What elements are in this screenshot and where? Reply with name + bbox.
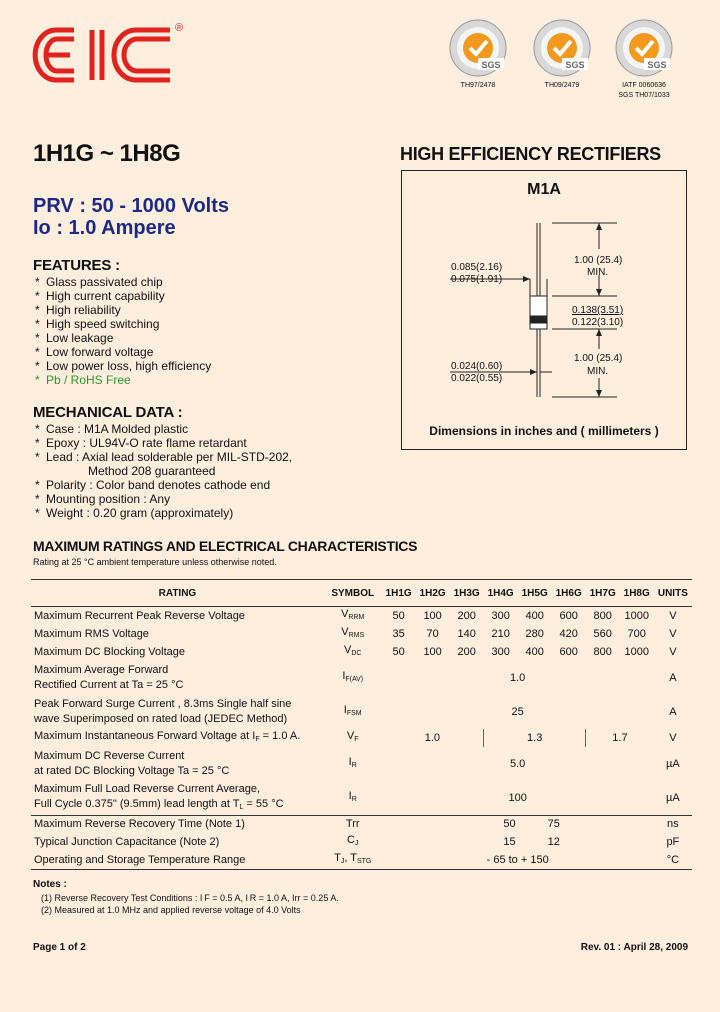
cell: 200 xyxy=(457,645,476,658)
col-part: 1H8G xyxy=(620,580,654,607)
col-part: 1H1G xyxy=(382,580,416,607)
list-item: * Epoxy : UL94V-O rate flame retardant xyxy=(33,436,292,450)
cert-id: SGS TH07/1033 xyxy=(618,92,670,99)
table-row xyxy=(31,729,692,747)
sgs-label: SGS xyxy=(647,60,667,70)
row-desc: Operating and Storage Temperature Range xyxy=(31,851,324,870)
cell: 1.3 xyxy=(484,729,586,747)
certification-badge-3 xyxy=(609,18,679,100)
cell: 75 xyxy=(547,818,560,830)
row-desc: Maximum Reverse Recovery Time (Note 1) xyxy=(34,818,245,830)
cell: 800 xyxy=(593,645,612,658)
prv-rating: PRV : 50 - 1000 Volts xyxy=(33,195,230,217)
row-symbol: $C_J$ xyxy=(347,834,359,847)
col-part: 1H3G xyxy=(450,580,484,607)
cell: 420 xyxy=(559,627,578,640)
revision-date: Rev. 01 : April 28, 2009 xyxy=(580,942,688,953)
ratings-table xyxy=(31,579,692,870)
cell: 50 xyxy=(392,645,405,658)
cell: 100 xyxy=(423,609,442,622)
row-symbol: $V_{RRM}$ xyxy=(341,608,365,621)
dim-lead-length-top: 1.00 (25.4) xyxy=(574,255,623,266)
list-item: * High reliability xyxy=(33,303,211,317)
row-symbol: $V_F$ xyxy=(346,730,359,743)
row-symbol: $I_{FSM}$ xyxy=(343,704,362,717)
unit: A xyxy=(669,705,677,718)
list-item: * Low power loss, high efficiency xyxy=(33,359,211,373)
io-rating: Io : 1.0 Ampere xyxy=(33,217,176,239)
notes xyxy=(33,879,339,917)
cell: 50 xyxy=(503,818,516,830)
cell: 1.7 xyxy=(586,729,654,747)
row-desc: Maximum Instantaneous Forward Voltage at $I_F = 1.0$ A. xyxy=(34,730,301,743)
diode-outline-drawing xyxy=(402,171,688,421)
features-heading: FEATURES : xyxy=(33,257,120,274)
col-part: 1H5G xyxy=(518,580,552,607)
sgs-seal-icon xyxy=(448,18,508,80)
cert-id: TH09/2479 xyxy=(544,82,580,89)
col-part: 1H2G xyxy=(416,580,450,607)
dim-lead-length-top-min: MIN. xyxy=(587,267,609,278)
list-item: * High current capability xyxy=(33,289,211,303)
unit: °C xyxy=(654,851,692,870)
table-row xyxy=(31,851,692,870)
row-symbol: Trr xyxy=(345,818,360,830)
row-desc: Typical Junction Capacitance (Note 2) xyxy=(34,835,220,848)
max-ratings-title: MAXIMUM RATINGS AND ELECTRICAL CHARACTERISTICS xyxy=(33,538,418,554)
note-item: (1) Reverse Recovery Test Conditions : I F = 0.5 A, I R = 1.0 A, Irr = 0.25 A. xyxy=(41,892,339,903)
cell: 280 xyxy=(525,627,544,640)
unit: pF xyxy=(666,835,680,848)
table-row xyxy=(31,833,692,851)
product-title: HIGH EFFICIENCY RECTIFIERS xyxy=(400,144,661,164)
dimensions-caption: Dimensions in inches and ( millimeters ) xyxy=(429,424,659,438)
dim-body-diameter-min: 0.075(1.91) xyxy=(451,274,503,285)
cell: 200 xyxy=(457,609,476,622)
row-desc: Maximum Recurrent Peak Reverse Voltage xyxy=(34,609,245,622)
cell: 560 xyxy=(593,627,612,640)
table-row xyxy=(31,695,692,729)
cell: 300 xyxy=(491,609,510,622)
list-item: * Weight : 0.20 gram (approximately) xyxy=(33,506,292,520)
cell: 300 xyxy=(491,645,510,658)
col-rating: RATING xyxy=(31,580,324,607)
col-part: 1H6G xyxy=(552,580,586,607)
registered-mark: ® xyxy=(175,22,184,34)
unit: V xyxy=(669,731,677,744)
row-desc: Maximum Full Load Reverse Current Average, Full Cycle 0.375" (9.5mm) lead length at $T_L = 55$ °C xyxy=(34,782,284,811)
cell: 1000 xyxy=(624,645,649,658)
table-row xyxy=(31,781,692,816)
cell: 100 xyxy=(423,645,442,658)
cell: 600 xyxy=(559,609,578,622)
part-number-title: 1H1G ~ 1H8G xyxy=(33,140,181,167)
certification-badge-2 xyxy=(527,18,597,90)
cert-id: IATF 0060636 xyxy=(622,82,666,89)
unit: µA xyxy=(666,757,680,770)
cell: 35 xyxy=(392,627,405,640)
cell: 25 xyxy=(511,705,524,718)
cell: 400 xyxy=(525,645,544,658)
unit: ns xyxy=(667,818,679,830)
cell: 1.0 xyxy=(424,731,441,744)
dim-lead-diameter-max: 0.024(0.60) xyxy=(451,361,503,372)
notes-heading: Notes : xyxy=(33,879,67,890)
dim-body-length-max: 0.138(3.51) xyxy=(572,305,624,316)
sgs-seal-icon xyxy=(532,18,592,80)
package-outline-box xyxy=(401,170,687,450)
cell: 700 xyxy=(627,627,646,640)
page-number: Page 1 of 2 xyxy=(33,942,86,953)
mechanical-list xyxy=(33,422,292,520)
cell: 1.0 xyxy=(510,671,526,684)
list-item: * Glass passivated chip xyxy=(33,275,211,289)
cell: 600 xyxy=(559,645,578,658)
table-row xyxy=(31,816,692,834)
unit: A xyxy=(669,671,677,684)
list-item: * High speed switching xyxy=(33,317,211,331)
cell: 70 xyxy=(426,627,439,640)
row-desc: Peak Forward Surge Current , 8.3ms Single half sine wave Superimposed on rated load (JEDEC Method) xyxy=(34,698,292,725)
dim-lead-length-bottom-min: MIN. xyxy=(587,366,609,377)
col-symbol: SYMBOL xyxy=(324,580,382,607)
unit: V xyxy=(669,645,677,658)
cert-id: TH97/2478 xyxy=(460,82,496,89)
col-part: 1H4G xyxy=(484,580,518,607)
table-header-row xyxy=(31,580,692,607)
cell: 5.0 xyxy=(510,757,526,770)
table-row xyxy=(31,747,692,781)
dim-lead-diameter-min: 0.022(0.55) xyxy=(451,373,503,384)
table-row xyxy=(31,661,692,695)
eic-logo xyxy=(32,22,182,88)
cell: 100 xyxy=(508,791,527,804)
table-row xyxy=(31,643,692,661)
cell: 400 xyxy=(525,609,544,622)
row-symbol: $I_R$ xyxy=(348,756,357,769)
rohs-item: * Pb / RoHS Free xyxy=(33,373,211,387)
cell: 12 xyxy=(547,835,560,848)
package-name: M1A xyxy=(527,181,561,198)
cell: 140 xyxy=(457,627,476,640)
row-desc: Maximum Average Forward Rectified Current at Ta = 25 °C xyxy=(34,664,184,691)
dim-lead-length-bottom: 1.00 (25.4) xyxy=(574,353,623,364)
sgs-seal-icon xyxy=(614,18,674,80)
table-row xyxy=(31,607,692,626)
list-item: * Polarity : Color band denotes cathode end xyxy=(33,478,292,492)
dim-body-diameter-max: 0.085(2.16) xyxy=(451,262,503,273)
note-item: (2) Measured at 1.0 MHz and applied reverse voltage of 4.0 Volts xyxy=(41,905,301,915)
row-symbol: $T_J$, $T_{STG}$ xyxy=(324,851,382,870)
row-desc: Maximum DC Reverse Current at rated DC Blocking Voltage Ta = 25 °C xyxy=(34,750,230,777)
row-symbol: $V_{DC}$ xyxy=(343,644,362,657)
list-item: * Case : M1A Molded plastic xyxy=(33,422,292,436)
mechanical-heading: MECHANICAL DATA : xyxy=(33,404,183,421)
list-item: * Low leakage xyxy=(33,331,211,345)
cell: 15 xyxy=(503,835,516,848)
dim-body-length-min: 0.122(3.10) xyxy=(572,317,624,328)
cell: 50 xyxy=(392,609,405,622)
sgs-label: SGS xyxy=(565,60,585,70)
features-list xyxy=(33,275,211,387)
col-part: 1H7G xyxy=(586,580,620,607)
table-row xyxy=(31,625,692,643)
list-item: * Low forward voltage xyxy=(33,345,211,359)
list-item: * Lead : Axial lead solderable per MIL-STD-202, xyxy=(33,450,292,464)
cell: 1000 xyxy=(624,609,649,622)
certification-badge-1 xyxy=(443,18,513,90)
max-ratings-note: Rating at 25 °C ambient temperature unless otherwise noted. xyxy=(33,557,277,567)
row-symbol: $I_{F(AV)}$ xyxy=(342,670,364,683)
ratings-summary xyxy=(33,195,229,239)
row-desc: Maximum RMS Voltage xyxy=(34,627,149,640)
row-symbol: $I_R$ xyxy=(348,790,357,803)
col-units: UNITS xyxy=(654,580,692,607)
cell: - 65 to + 150 xyxy=(382,851,654,870)
row-symbol: $V_{RMS}$ xyxy=(341,626,365,639)
list-item-continuation: Method 208 guaranteed xyxy=(88,464,216,478)
unit: µA xyxy=(666,791,680,804)
cell: 210 xyxy=(491,627,510,640)
list-item: * Mounting position : Any xyxy=(33,492,292,506)
row-desc: Maximum DC Blocking Voltage xyxy=(34,645,186,658)
sgs-label: SGS xyxy=(481,60,501,70)
unit: V xyxy=(669,627,677,640)
cell: 800 xyxy=(593,609,612,622)
unit: V xyxy=(669,609,677,622)
